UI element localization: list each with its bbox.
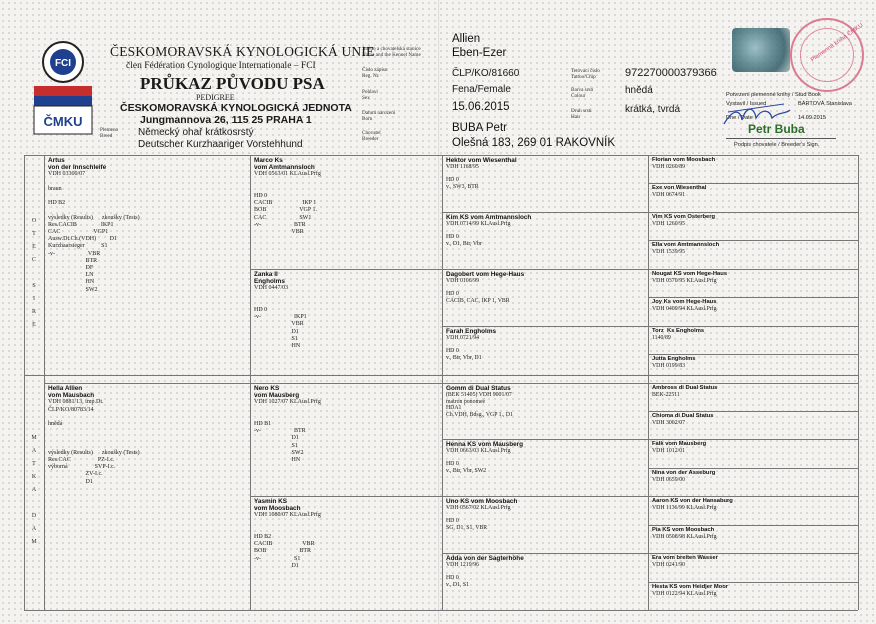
- gen4-row-divider: [648, 354, 858, 355]
- breeder-signature-name: Petr Buba: [748, 122, 805, 136]
- club-name: ČESKOMORAVSKÁ KYNOLOGICKÁ JEDNOTA: [120, 102, 352, 114]
- gen2-ancestor: [254, 271, 440, 350]
- side-letter: I: [33, 296, 35, 302]
- name-label: Jméno a chovatelská stanice Name and the Kennel Name: [362, 46, 421, 58]
- sex-value: Fena/Female: [452, 84, 511, 95]
- gen4-row-divider: [648, 439, 858, 440]
- breeder-name: BUBA Petr: [452, 122, 507, 134]
- gen3-ancestor: [446, 441, 646, 475]
- ancestor-name: Exe von Wiesenthal: [652, 185, 707, 191]
- ancestor-details: 1140/89: [652, 335, 671, 342]
- date-label: Dne / Date: [726, 115, 753, 121]
- gen3-row-divider: [442, 212, 648, 213]
- gen4-ancestor: [652, 470, 856, 484]
- side-letter: K: [31, 474, 37, 480]
- gen4-ancestor: [652, 413, 856, 427]
- gen3-ancestor: [446, 328, 646, 362]
- side-letter: [29, 497, 39, 510]
- reg-label: Číslo zápisu Reg. Nr.: [362, 67, 388, 79]
- side-letter: A: [31, 448, 37, 454]
- side-letter: D: [31, 513, 37, 519]
- ancestor-name: Hesta KS vom Heidjer Moor: [652, 584, 729, 590]
- gen4-row-divider: [648, 297, 858, 298]
- gen2-row-divider: [250, 383, 442, 384]
- grid-top-line: [24, 155, 858, 156]
- gen3-row-divider: [442, 269, 648, 270]
- side-letter: R: [31, 309, 36, 315]
- ancestor-details: VDH 0409/94 KLAusl.Prfg: [652, 306, 717, 313]
- colour-value: hnědá: [625, 85, 653, 96]
- gen3-ancestor: [446, 385, 646, 419]
- gen2-ancestor: [254, 385, 440, 464]
- org-name: ČESKOMORAVSKÁ KYNOLOGICKÁ UNIE: [110, 44, 375, 59]
- breeder-sign-label: Podpis chovatele / Breeder's Sign.: [734, 142, 820, 148]
- hologram-seal-icon: [732, 28, 790, 72]
- breed-cz: Německý ohař krátkosrstý: [138, 127, 254, 138]
- gen1-ancestor: [48, 157, 248, 294]
- breed-label-cz: Plemeno: [100, 127, 119, 133]
- side-letter: A: [31, 526, 37, 532]
- gen2-ancestor: [254, 498, 440, 570]
- ancestor-name: Adda von der Sagterhöhe: [446, 555, 524, 562]
- ancestor-details: VDH 1027/07 KLAusl.Prfg HD B1 -v- BTR D1 S1 SW2 HN: [254, 399, 321, 464]
- issue-date: 14.09.2015: [798, 115, 826, 121]
- ancestor-details: VDH 1136/99 KLAusl.Prfg: [652, 505, 717, 512]
- ancestor-details: VDH 1012/01: [652, 448, 686, 455]
- ancestor-details: VDH 0508/98 KLAusl.Prfg: [652, 534, 717, 541]
- club-address: Jungmannova 26, 115 25 PRAHA 1: [140, 114, 312, 126]
- gen4-ancestor: [652, 242, 856, 256]
- ancestor-name: Hektor vom Wiesenthal: [446, 157, 517, 164]
- ancestor-details: VDH 0714/99 KLAusl.Prfg HD 0 v., D1, Btr, Vbr: [446, 221, 511, 247]
- gen4-ancestor: [652, 271, 856, 285]
- document-title: PRŮKAZ PŮVODU PSA: [140, 74, 325, 93]
- ancestor-details: VDH 0241/90: [652, 562, 686, 569]
- gen3-row-divider: [442, 496, 648, 497]
- side-letter: S: [32, 283, 36, 289]
- ancestor-name: Yasmin KS vom Moosbach: [254, 498, 301, 513]
- ancestor-name: Artus von der Innschleife: [48, 157, 107, 172]
- breed-de: Deutscher Kurzhaariger Vorstehhund: [138, 139, 303, 150]
- ancestor-details: VDH 0663/03 KLAusl.Prfg HD 0 v., Btr, Vbr, SW2: [446, 448, 511, 474]
- sex-label: Pohlaví Sex: [362, 89, 378, 101]
- gen4-ancestor: [652, 299, 856, 313]
- document-subtitle: PEDIGREE: [196, 93, 235, 102]
- ancestor-name: Nina von der Asseburg: [652, 470, 716, 476]
- ancestor-name: Farah Engholms: [446, 328, 497, 335]
- colour-label: Barva srsti Colour: [571, 87, 594, 99]
- reg-number: ČLP/KO/81660: [452, 68, 520, 79]
- ancestor-name: Falk vom Mausberg: [652, 441, 707, 447]
- ancestor-details: VDH 03300/07 braun HD B2 výsledky (Results) zkoušky (Tests) Res.CACIB IKP1 CAC VGP1 Ausw.Dt.Ch.(VDH) D1 Kurzhaarsieger S1 -v- VBR BTR DF LN HN SW2: [48, 171, 140, 293]
- stud-book-confirm-label: Potvrzení plemenné knihy / Stud Book: [726, 92, 821, 98]
- gen4-row-divider: [648, 553, 858, 554]
- gen1-ancestor: [48, 385, 248, 486]
- ancestor-name: Florian vom Moosbach: [652, 157, 716, 163]
- logo-fci-text: FCI: [54, 58, 72, 69]
- gen4-ancestor: [652, 441, 856, 455]
- ancestor-name: Aaron KS von der Hansaburg: [652, 498, 733, 504]
- gen2-row-divider: [250, 269, 442, 270]
- ancestor-name: Jutta Engholms: [652, 356, 696, 362]
- side-letter: C: [31, 257, 36, 263]
- side-letter: M: [31, 539, 37, 545]
- gen4-ancestor: [652, 498, 856, 512]
- gen4-ancestor: [652, 328, 856, 342]
- ancestor-details: VDH 0447/03 HD 0 -v- IKP1 VBR D1 S1 HN: [254, 285, 307, 350]
- gen4-ancestor: [652, 157, 856, 171]
- ancestor-name: Nero KS vom Mausberg: [254, 385, 300, 400]
- ancestor-details: VDH 0199/83: [652, 363, 686, 370]
- ancestor-details: VDH 0721/94 HD 0 v., Btr, Vbr, D1: [446, 335, 482, 361]
- grid-mid-line: [24, 375, 858, 376]
- side-letter: T: [32, 231, 36, 237]
- gen4-ancestor: [652, 185, 856, 199]
- hair-label: Druh srsti Hair: [571, 108, 592, 120]
- gen4-row-divider: [648, 269, 858, 270]
- ancestor-name: Kim KS vom Amtmannsloch: [446, 214, 532, 221]
- side-letter: A: [31, 487, 37, 493]
- ancestor-details: VDH 0567/02 KLAusl.Prfg HD 0 SG, D1, S1, VBR: [446, 505, 511, 531]
- ancestor-name: Vim KS vom Osterberg: [652, 214, 716, 220]
- gen3-ancestor: [446, 214, 646, 248]
- ancestor-name: Gomm di Dual Status: [446, 385, 511, 392]
- ancestor-name: Hella Allien vom Mausbach: [48, 385, 95, 400]
- gen4-row-divider: [648, 383, 858, 384]
- ancestor-details: VDH 1168/95 HD 0 v., SW3, BTR: [446, 164, 479, 190]
- gen2-ancestor: [254, 157, 440, 236]
- logo-cmku-text: ČMKU: [43, 114, 83, 129]
- ancestor-details: VDH 3002/07: [652, 420, 686, 427]
- gen3-ancestor: [446, 157, 646, 191]
- sire-side-label: [29, 215, 39, 332]
- gen3-row-divider: [442, 439, 648, 440]
- gen4-row-divider: [648, 525, 858, 526]
- ancestor-details: VDH 0674/91: [652, 192, 686, 199]
- gen4-row-divider: [648, 326, 858, 327]
- issued-label: Vystavil / Issued: [726, 101, 767, 107]
- ancestor-name: Zanka II Engholms: [254, 271, 285, 286]
- side-letter: T: [32, 461, 36, 467]
- ancestor-name: Nougat KS vom Hege-Haus: [652, 271, 728, 277]
- gen4-row-divider: [648, 582, 858, 583]
- ancestor-name: Uno KS vom Moosbach: [446, 498, 518, 505]
- side-letter: [29, 267, 39, 280]
- gen4-ancestor: [652, 584, 856, 598]
- gen3-ancestor: [446, 271, 646, 305]
- ancestor-details: BEK-22511: [652, 392, 680, 399]
- fci-cmku-logo-icon: [30, 38, 96, 138]
- ancestor-name: Ambross di Dual Status: [652, 385, 718, 391]
- gen3-row-divider: [442, 326, 648, 327]
- gen3-row-divider: [442, 553, 648, 554]
- gen3-row-divider: [442, 383, 648, 384]
- stamp-text: Plemenná kniha ČMKU: [809, 22, 865, 64]
- issuer-name: BÁRTOVÁ Stanislava: [798, 101, 852, 107]
- side-letter: O: [31, 218, 37, 224]
- ancestor-details: VDH 0659/00: [652, 477, 686, 484]
- gen4-ancestor: [652, 356, 856, 370]
- side-letter: E: [32, 322, 36, 328]
- ancestor-details: VDH 1080/07 KLAusl.Prfg HD B2 CACIB VBR BOB BTR -v- S1 D1: [254, 512, 321, 569]
- ancestor-name: Ella vom Amtmannsloch: [652, 242, 720, 248]
- ancestor-name: Pia KS vom Moosbach: [652, 527, 715, 533]
- gen4-row-divider: [648, 411, 858, 412]
- dam-side-label: [29, 432, 39, 549]
- gen1-row-divider: [44, 383, 250, 384]
- gen4-row-divider: [648, 183, 858, 184]
- ancestor-name: Marco Ks vom Amtmannsloch: [254, 157, 315, 172]
- dog-name-line1: Allien: [452, 33, 481, 45]
- gen4-row-divider: [648, 240, 858, 241]
- ancestor-name: Dagobert vom Hege-Haus: [446, 271, 525, 278]
- breeder-address: Olešná 183, 269 01 RAKOVNÍK: [452, 137, 616, 149]
- side-letter: M: [31, 435, 37, 441]
- side-letter: E: [32, 244, 36, 250]
- gen4-ancestor: [652, 214, 856, 228]
- gen4-ancestor: [652, 555, 856, 569]
- ancestor-details: (BEK 51405) VDH 9001/07 matron ponomeé HDA1 Ch.VDH, Bdsg., VGP 1., D1: [446, 392, 513, 418]
- ancestor-details: VDH 0881/13, imp.Dt. ČLP/KO/80783/14 hnědá výsledky (Results) zkoušky (Tests) Res.CAC PZ-I.c. výborná SVP-I.c. ZV-I.c. D1: [48, 399, 140, 485]
- gen4-row-divider: [648, 468, 858, 469]
- gen3-ancestor: [446, 555, 646, 589]
- gen3-ancestor: [446, 498, 646, 532]
- ancestor-name: Joy Ks vom Hege-Haus: [652, 299, 717, 305]
- breeder-label: Chovatel Breeder: [362, 130, 381, 142]
- ancestor-details: VDH 0370/95 KLAusl.Prfg: [652, 278, 717, 285]
- ancestor-details: VDH 1219/96 HD 0 v., D1, S1: [446, 562, 480, 588]
- hair-value: krátká, tvrdá: [625, 104, 681, 115]
- ancestor-name: Torz Ks Engholms: [652, 328, 705, 334]
- chip-number: 972270000379366: [625, 67, 717, 79]
- ancestor-name: Era vom breiten Wasser: [652, 555, 718, 561]
- chip-label: Tetovací číslo Tattoo/Chip: [571, 68, 600, 80]
- gen4-row-divider: [648, 496, 858, 497]
- ancestor-details: VDH 0260/89: [652, 164, 686, 171]
- ancestor-name: Henna KS vom Mausberg: [446, 441, 524, 448]
- grid-bottom-line: [24, 610, 858, 611]
- gen4-ancestor: [652, 385, 856, 399]
- ancestor-details: VDH 0563/01 KLAusl.Prfg HD 0 CACIB IKP 1 BOB VGP 1. CAC SW1 -v- BTR VBR: [254, 171, 321, 236]
- ancestor-details: VDH 0122/94 KLAusl.Prfg: [652, 591, 717, 598]
- dog-name-line2: Eben-Ezer: [452, 47, 507, 59]
- ancestor-details: VDH 1260/95: [652, 221, 686, 228]
- ancestor-details: VDH 1539/95: [652, 249, 686, 256]
- org-fci-member: člen Fédération Cynologique Internationale – FCI: [126, 61, 316, 71]
- born-value: 15.06.2015: [452, 101, 510, 113]
- breed-label-en: Breed: [100, 133, 113, 139]
- gen2-row-divider: [250, 496, 442, 497]
- gen4-ancestor: [652, 527, 856, 541]
- ancestor-name: Chioma di Dual Status: [652, 413, 714, 419]
- born-label: Datum narození Born: [362, 110, 396, 122]
- ancestor-details: VDH 0106/99 HD 0 CACIB, CAC, IKP 1, VBR: [446, 278, 510, 304]
- gen4-row-divider: [648, 212, 858, 213]
